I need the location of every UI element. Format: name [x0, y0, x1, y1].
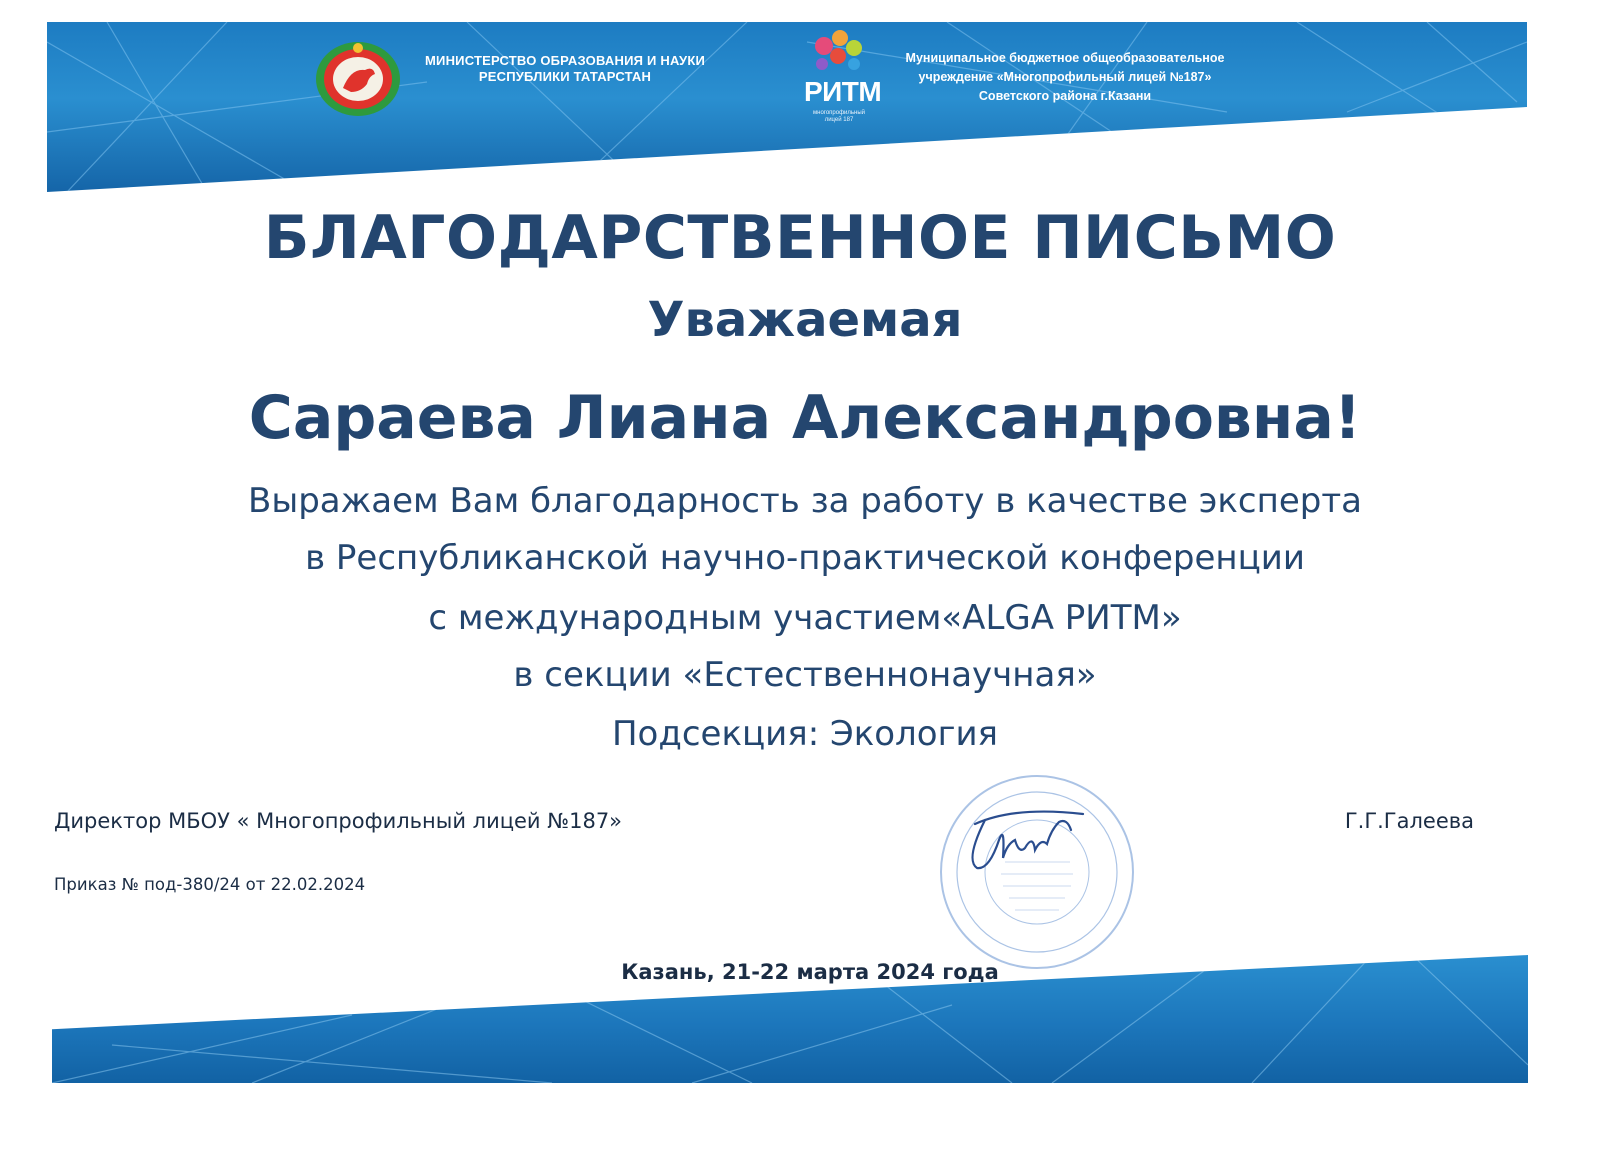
body-line-3: с международным участием«ALGA РИТМ»	[428, 598, 1182, 638]
banner-pattern	[47, 22, 1527, 192]
body-line-1: Выражаем Вам благодарность за работу в качестве эксперта	[248, 481, 1362, 521]
school-line-1: Муниципальное бюджетное общеобразовательное	[905, 51, 1225, 65]
body-line-5: Подсекция: Экология	[611, 714, 998, 754]
ministry-line-2: РЕСПУБЛИКИ ТАТАРСТАН	[478, 69, 652, 84]
ministry-line-1: МИНИСТЕРСТВО ОБРАЗОВАНИЯ И НАУКИ	[425, 53, 705, 68]
header-banner	[47, 22, 1527, 192]
ritm-logo-text: РИТМ	[804, 76, 882, 107]
letter-title: БЛАГОДАРСТВЕННОЕ ПИСЬМО	[263, 203, 1337, 273]
director-name: Г.Г.Галеева	[1344, 809, 1474, 833]
body-line-4: в секции «Естественнонаучная»	[513, 655, 1097, 695]
school-line-2: учреждение «Многопрофильный лицей №187»	[918, 70, 1212, 84]
school-name	[875, 49, 1255, 106]
director-title: Директор МБОУ « Многопрофильный лицей №187»	[54, 809, 623, 833]
ritm-logo-subtext: многопрофильный лицей 187	[813, 110, 865, 123]
ministry-name	[410, 53, 720, 85]
body-line-2: в Республиканской научно-практической конференции	[305, 538, 1305, 578]
recipient-name: Сараева Лиана Александровна!	[248, 383, 1362, 453]
signature-icon	[955, 800, 1095, 880]
school-line-3: Советского района г.Казани	[978, 89, 1152, 103]
place-and-date: Казань, 21-22 марта 2024 года	[621, 960, 999, 984]
order-reference: Приказ № под-380/24 от 22.02.2024	[54, 875, 366, 894]
letter-greeting: Уважаемая	[647, 292, 963, 348]
tatarstan-emblem-icon	[313, 40, 403, 118]
